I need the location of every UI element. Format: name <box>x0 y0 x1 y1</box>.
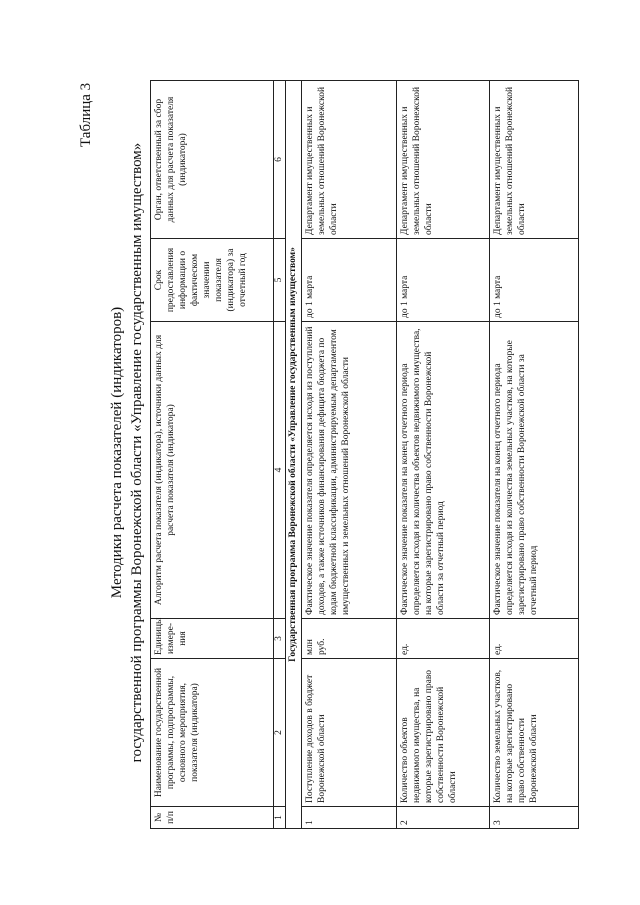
indicator-algorithm: Фактическое значение показателя на конец отчетного периода определяется исходя из количества объектов недвижимого имущества, на которые зарегистрировано право собственности Воронежской области за отчетный период <box>397 322 490 619</box>
header-deadline: Срок предоставления информации о фактическом значении показателя (индикатора) за отчетный год <box>151 239 274 322</box>
indicator-unit: млн руб. <box>302 619 397 659</box>
column-numbers-row <box>274 81 286 829</box>
indicator-responsible: Департамент имущественных и земельных отношений Воронежской области <box>397 81 490 239</box>
table-header-row <box>151 81 274 829</box>
row-number: 3 <box>490 807 579 829</box>
header-name: Наименование государственной программы, подпрограммы, основного мероприятия, показателя (индикатора) <box>151 659 274 807</box>
indicator-responsible: Департамент имущественных и земельных отношений Воронежской области <box>302 81 397 239</box>
row-number: 1 <box>302 807 397 829</box>
document-subtitle: государственной программы Воронежской области «Управление государственным имуществом» <box>129 142 145 763</box>
indicators-table <box>150 80 579 829</box>
table-number: Таблица 3 <box>78 82 94 147</box>
column-number: 2 <box>274 659 286 807</box>
column-number: 6 <box>274 81 286 239</box>
header-responsible: Орган, ответственный за сбор данных для расчета показателя (индикатора) <box>151 81 274 239</box>
section-title: Государственная программа Воронежской области «Управление государственным имуществом» <box>286 81 302 829</box>
table-row <box>397 81 490 829</box>
section-row <box>286 81 302 829</box>
indicator-responsible: Департамент имущественных и земельных отношений Воронежской области <box>490 81 579 239</box>
indicator-deadline: до 1 марта <box>302 239 397 322</box>
indicator-deadline: до 1 марта <box>490 239 579 322</box>
table-row <box>490 81 579 829</box>
indicator-deadline: до 1 марта <box>397 239 490 322</box>
column-number: 3 <box>274 619 286 659</box>
row-number: 2 <box>397 807 490 829</box>
indicator-name: Поступление доходов в бюджет Воронежской области <box>302 659 397 807</box>
column-number: 1 <box>274 807 286 829</box>
indicator-unit: ед. <box>490 619 579 659</box>
document-title: Методики расчета показателей (индикаторов) <box>109 306 125 599</box>
indicator-algorithm: Фактическое значение показателя определяется исходя из поступлений доходов, а также источников финансирования дефицита бюджета по кодам бюджетной классификации, администрируемым департаментом имущественных и земельных отношений Воронежской области <box>302 322 397 619</box>
header-number: № п/п <box>151 807 274 829</box>
column-number: 5 <box>274 239 286 322</box>
header-algorithm: Алгоритм расчета показателя (индикатора), источники данных для расчета показателя (индикатора) <box>151 322 274 619</box>
column-number: 4 <box>274 322 286 619</box>
indicator-name: Количество земельных участков, на которые зарегистрировано право собственности Воронежской области <box>490 659 579 807</box>
table-row <box>302 81 397 829</box>
indicator-algorithm: Фактическое значение показателя на конец отчетного периода определяется исходя из количества земельных участков, на которые зарегистрировано право собственности Воронежской области за отчетный период <box>490 322 579 619</box>
indicator-unit: ед. <box>397 619 490 659</box>
indicator-name: Количество объектов недвижимого имущества, на которые зарегистрировано право собственности Воронежской области <box>397 659 490 807</box>
header-unit: Единицы измере-ния <box>151 619 274 659</box>
